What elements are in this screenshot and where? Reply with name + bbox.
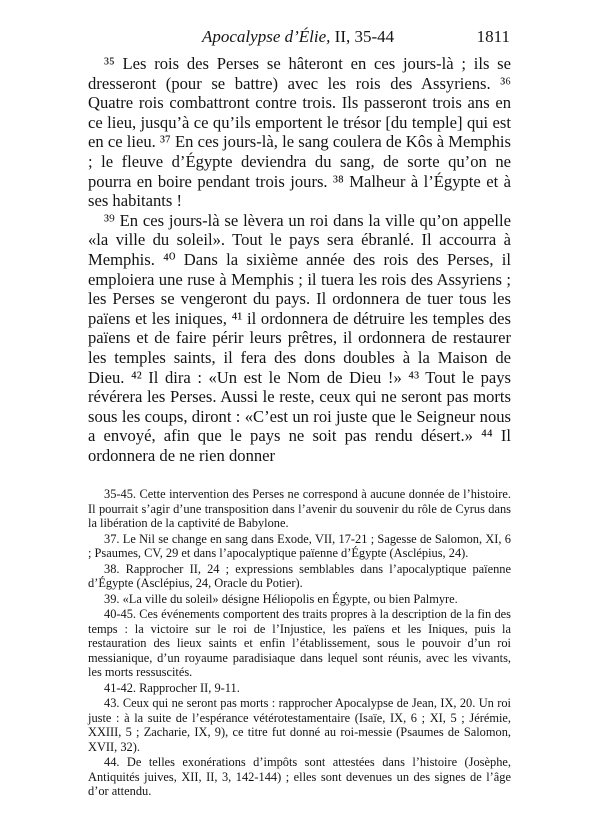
main-paragraph: ³⁵ Les rois des Perses se hâteront en ces jours-là ; ils se dresseront (pour se battre) avec les rois des Assyriens. ³⁶ Quatre rois combattront contre trois. Ils passeront trois ans en ce lieu, jusqu’à ce qu’ils emportent le trésor [du temple] qui est en ce lieu. ³⁷ En ces jours-là, le sang coulera de Kôs à Memphis ; le fleuve d’Égypte deviendra du sang, de sorte qu’on ne pourra en boire pendant trois jours. ³⁸ Malheur à l’Égypte et à ses habitants ! bbox=[88, 54, 511, 211]
footnote: 35-45. Cette intervention des Perses ne correspond à aucune donnée de l’histoire. Il pourrait s’agir d’une transposition dans l’avenir du souvenir du rôle de Cyrus dans la libération de la captivité de Babylone. bbox=[88, 487, 511, 530]
footnote: 41-42. Rapprocher II, 9-11. bbox=[104, 680, 240, 695]
footnote: 37. Le Nil se change en sang dans Exode, VII, 17-21 ; Sagesse de Salomon, XI, 6 ; Psaumes, CV, 29 et dans l’apocalyptique païenne d’Égypte (Asclépius, 24). bbox=[88, 531, 511, 560]
footnote: 39. «La ville du soleil» désigne Héliopolis en Égypte, ou bien Palmyre. bbox=[104, 591, 458, 606]
running-header bbox=[110, 26, 510, 48]
footnotes bbox=[88, 487, 511, 800]
footnote: 43. Ceux qui ne seront pas morts : rapprocher Apocalypse de Jean, IX, 20. Un roi juste : à la suite de l’espérance vétérotestamentaire (Isaïe, IX, 6 ; XI, 5 ; Jérémie, XXIII, 5 ; Zacharie, IX, 9), ce titre fut donné au roi-messie (Psaumes de Salomon, XVII, 32). bbox=[88, 696, 511, 754]
main-paragraph: ³⁹ En ces jours-là se lèvera un roi dans la ville qu’on appelle «la ville du soleil». Tout le pays sera ébranlé. Il accourra à Memphis. ⁴⁰ Dans la sixième année des rois des Perses, il emploiera une ruse à Memphis ; il tuera les rois des Assyriens ; les Perses se vengeront du pays. Il ordonnera de tuer tous les païens et les iniques, ⁴¹ il ordonnera de détruire les temples des païens et de faire périr leurs prêtres, il ordonnera de restaurer les temples saints, il fera des dons doubles à la Maison de Dieu. ⁴² Il dira : «Un est le Nom de Dieu !» ⁴³ Tout le pays révérera les Perses. Aussi le reste, ceux qui ne seront pas morts sous les coups, diront : «C’est un roi juste que le Seigneur nous a envoyé, afin que le pays ne soit pas rendu désert.» ⁴⁴ Il ordonnera de ne rien donner bbox=[88, 210, 511, 465]
chapter-verse-reference: II, 35-44 bbox=[334, 27, 395, 46]
footnote: 40-45. Ces événements comportent des traits propres à la description de la fin des temps : la victoire sur le roi de l’Injustice, les païens et les Iniques, puis la restauration des lieux saints et enfin l’établissement, sous le pouvoir d’un roi messianique, d’un royaume paradisiaque dans lequel sont réunis, avec les vivants, les morts ressuscités. bbox=[88, 607, 511, 679]
footnote: 38. Rapprocher II, 24 ; expressions semblables dans l’apocalyptique païenne d’Égypte (Asclépius, 24, Oracle du Potier). bbox=[88, 561, 511, 590]
running-title-text: Apocalypse d’Élie, bbox=[202, 27, 331, 46]
page-number: 1811 bbox=[476, 27, 510, 46]
running-title bbox=[202, 26, 394, 48]
main-text bbox=[88, 54, 511, 465]
footnote: 44. De telles exonérations d’impôts sont attestées dans l’histoire (Josèphe, Antiquités juives, XII, II, 3, 142-144) ; elles sont devenues un des signes de l’âge d’or attendu. bbox=[88, 755, 511, 798]
